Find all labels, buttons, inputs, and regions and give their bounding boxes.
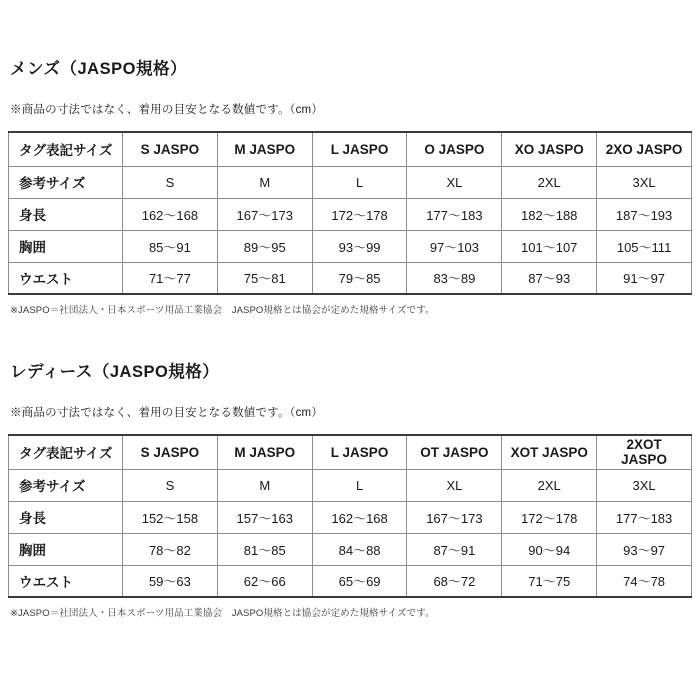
table-cell: 68〜72 <box>407 565 502 597</box>
column-header: S JASPO <box>123 435 218 469</box>
table-cell: 74〜78 <box>597 565 692 597</box>
table-cell: 62〜66 <box>217 565 312 597</box>
table-row <box>9 469 692 501</box>
table-cell: 65〜69 <box>312 565 407 597</box>
table-cell: 81〜85 <box>217 533 312 565</box>
table-header-row <box>9 435 692 469</box>
table-cell: 187〜193 <box>597 198 692 230</box>
table-row <box>9 166 692 198</box>
men-size-section <box>8 0 692 316</box>
men-footnote: ※JASPO＝社団法人・日本スポーツ用品工業協会 JASPO規格とは協会が定めた規格サイズです。 <box>10 305 435 316</box>
table-cell: 167〜173 <box>407 501 502 533</box>
table-cell: 167〜173 <box>217 198 312 230</box>
table-cell: 152〜158 <box>123 501 218 533</box>
table-cell: 75〜81 <box>217 262 312 294</box>
table-cell: 101〜107 <box>502 230 597 262</box>
column-header: L JASPO <box>312 132 407 166</box>
column-header: O JASPO <box>407 132 502 166</box>
row-header: ウエスト <box>9 262 123 294</box>
ladies-size-table <box>8 434 692 598</box>
row-header: 参考サイズ <box>9 166 123 198</box>
ladies-footnote: ※JASPO＝社団法人・日本スポーツ用品工業協会 JASPO規格とは協会が定めた規格サイズです。 <box>10 608 435 619</box>
ladies-size-section <box>8 316 692 619</box>
table-cell: 84〜88 <box>312 533 407 565</box>
table-cell: 172〜178 <box>502 501 597 533</box>
table-header-row <box>9 132 692 166</box>
table-cell: 177〜183 <box>407 198 502 230</box>
table-cell: 162〜168 <box>123 198 218 230</box>
column-header: M JASPO <box>217 435 312 469</box>
table-cell: 182〜188 <box>502 198 597 230</box>
table-cell: 78〜82 <box>123 533 218 565</box>
table-cell: 91〜97 <box>597 262 692 294</box>
column-header: L JASPO <box>312 435 407 469</box>
column-header: XO JASPO <box>502 132 597 166</box>
table-cell: 157〜163 <box>217 501 312 533</box>
table-cell: 97〜103 <box>407 230 502 262</box>
column-header: OT JASPO <box>407 435 502 469</box>
table-cell: 2XL <box>502 469 597 501</box>
table-cell: 71〜75 <box>502 565 597 597</box>
table-row <box>9 501 692 533</box>
column-header: タグ表記サイズ <box>9 132 123 166</box>
row-header: 身長 <box>9 198 123 230</box>
row-header: ウエスト <box>9 565 123 597</box>
men-section-title: メンズ（JASPO規格） <box>10 60 187 78</box>
row-header: 身長 <box>9 501 123 533</box>
ladies-section-note: ※商品の寸法ではなく、着用の目安となる数値です。（cm） <box>10 407 324 419</box>
column-header: XOT JASPO <box>502 435 597 469</box>
table-cell: L <box>312 166 407 198</box>
men-section-note: ※商品の寸法ではなく、着用の目安となる数値です。（cm） <box>10 104 324 116</box>
table-cell: 2XL <box>502 166 597 198</box>
table-row <box>9 198 692 230</box>
table-cell: 3XL <box>597 469 692 501</box>
table-cell: M <box>217 166 312 198</box>
table-cell: 105〜111 <box>597 230 692 262</box>
table-cell: XL <box>407 469 502 501</box>
table-cell: 87〜91 <box>407 533 502 565</box>
row-header: 胸囲 <box>9 230 123 262</box>
table-cell: 162〜168 <box>312 501 407 533</box>
table-cell: XL <box>407 166 502 198</box>
table-cell: 85〜91 <box>123 230 218 262</box>
table-cell: 71〜77 <box>123 262 218 294</box>
table-cell: 89〜95 <box>217 230 312 262</box>
table-cell: 87〜93 <box>502 262 597 294</box>
table-cell: 177〜183 <box>597 501 692 533</box>
table-cell: 93〜97 <box>597 533 692 565</box>
table-row <box>9 262 692 294</box>
column-header: タグ表記サイズ <box>9 435 123 469</box>
column-header: 2XO JASPO <box>597 132 692 166</box>
table-cell: 83〜89 <box>407 262 502 294</box>
table-cell: L <box>312 469 407 501</box>
table-cell: 93〜99 <box>312 230 407 262</box>
row-header: 参考サイズ <box>9 469 123 501</box>
column-header: M JASPO <box>217 132 312 166</box>
table-cell: 3XL <box>597 166 692 198</box>
ladies-section-title: レディース（JASPO規格） <box>10 363 220 381</box>
table-cell: M <box>217 469 312 501</box>
table-cell: 172〜178 <box>312 198 407 230</box>
table-cell: 59〜63 <box>123 565 218 597</box>
table-row <box>9 230 692 262</box>
table-cell: S <box>123 166 218 198</box>
table-cell: S <box>123 469 218 501</box>
table-row <box>9 565 692 597</box>
table-row <box>9 533 692 565</box>
men-size-table <box>8 131 692 295</box>
table-cell: 90〜94 <box>502 533 597 565</box>
column-header: 2XOT JASPO <box>597 435 692 469</box>
row-header: 胸囲 <box>9 533 123 565</box>
column-header: S JASPO <box>123 132 218 166</box>
table-cell: 79〜85 <box>312 262 407 294</box>
